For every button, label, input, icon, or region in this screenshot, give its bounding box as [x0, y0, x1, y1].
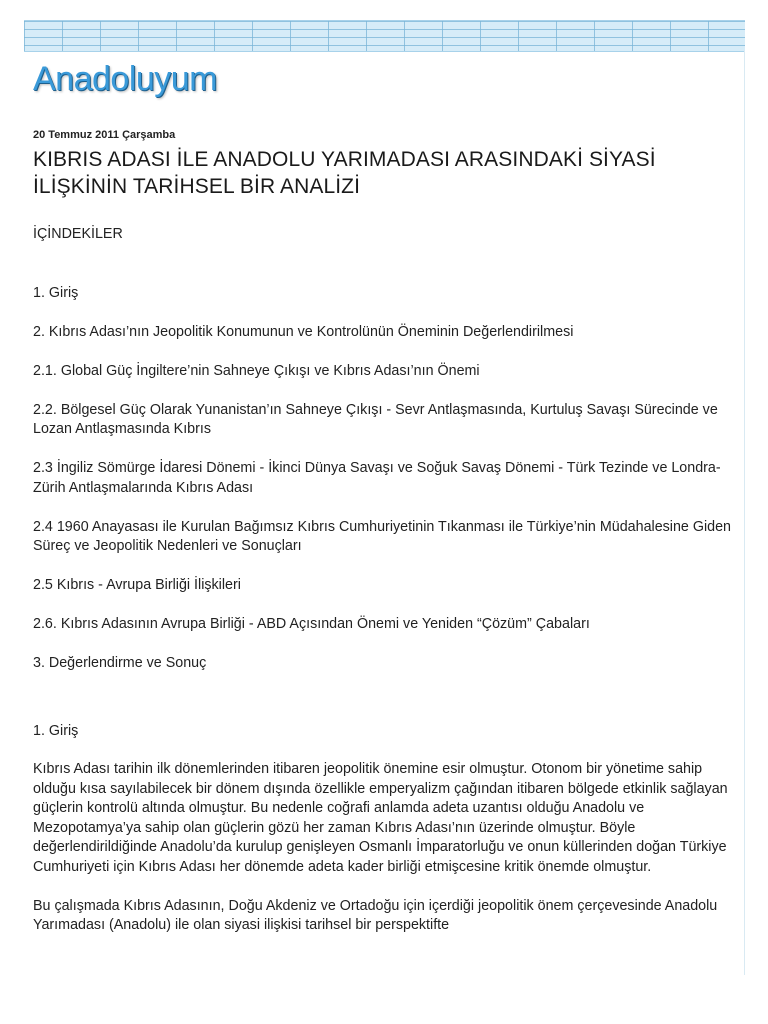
post-body	[33, 225, 738, 955]
blog-title[interactable]: Anadoluyum	[33, 60, 218, 98]
toc-item: 2. Kıbrıs Adası’nın Jeopolitik Konumunun ve Kontrolünün Öneminin Değerlendirilmesi	[33, 323, 574, 340]
post-title[interactable]: KIBRIS ADASI İLE ANADOLU YARIMADASI ARASINDAKİ SİYASİ İLİŞKİNİN TARİHSEL BİR ANALİZİ	[33, 148, 656, 198]
toc-item: 3. Değerlendirme ve Sonuç	[33, 655, 207, 671]
body-paragraph: Bu çalışmada Kıbrıs Adasının, Doğu Akdeniz ve Ortadoğu için içerdiği jeopolitik önem çerçevesinde Anadolu Yarımadası (Anadolu) ile olan siyasi ilişkisi tarihsel bir perspektifte	[33, 897, 718, 933]
toc-item: 2.5 Kıbrıs - Avrupa Birliği İlişkileri	[33, 577, 241, 593]
body-paragraph: Kıbrıs Adası tarihin ilk dönemlerinden itibaren jeopolitik önemine esir olmuştur. Otonom bir yönetime sahip olduğu kısa sayılabilecek bir dönem dışında özellikle emperyalizm çağından itibaren bölgede etkinlik sağlayan güçlerin kontrolü altında olmuştur. Bu nedenle coğrafi anlamda adeta uzantısı olduğu Anadolu ve Mezopotamya’ya sahip olan güçlerin gözü her zaman Kıbrıs Adası’nın üzerinde olmuştur. Böyle değerlendirildiğinde Anadolu’da kurulup genişleyen Osmanlı İmparatorluğu ve onun küllerinden doğan Türkiye Cumhuriyeti için Kıbrıs Adası her dönemde adeta kader birliği etmişcesine kritik önemde olmuştur.	[33, 761, 728, 875]
toc-item: 2.3 İngiliz Sömürge İdaresi Dönemi - İkinci Dünya Savaşı ve Soğuk Savaş Dönemi - Türk Tezinde ve Londra-Zürih Antlaşmalarında Kıbrıs Adası	[33, 460, 721, 496]
content-right-border	[744, 50, 745, 975]
toc-heading: İÇİNDEKİLER	[33, 226, 123, 242]
toc-item: 1. Giriş	[33, 284, 79, 301]
post-date: 20 Temmuz 2011 Çarşamba	[33, 129, 176, 141]
section-heading: 1. Giriş	[33, 722, 79, 739]
toc-item: 2.4 1960 Anayasası ile Kurulan Bağımsız Kıbrıs Cumhuriyetinin Tıkanması ile Türkiye’nin Müdahalesine Giden Süreç ve Jeopolitik Nedenleri ve Sonuçları	[33, 518, 731, 554]
toc-item: 2.1. Global Güç İngiltere’nin Sahneye Çıkışı ve Kıbrıs Adası’nın Önemi	[33, 362, 480, 379]
toc-item: 2.6. Kıbrıs Adasının Avrupa Birliği - ABD Açısından Önemi ve Yeniden “Çözüm” Çabaları	[33, 616, 590, 632]
toc-item: 2.2. Bölgesel Güç Olarak Yunanistan’ın Sahneye Çıkışı - Sevr Antlaşmasında, Kurtuluş Savaşı Sürecinde ve Lozan Antlaşmasında Kıbrıs	[33, 401, 718, 437]
header-grid-banner	[24, 20, 745, 52]
